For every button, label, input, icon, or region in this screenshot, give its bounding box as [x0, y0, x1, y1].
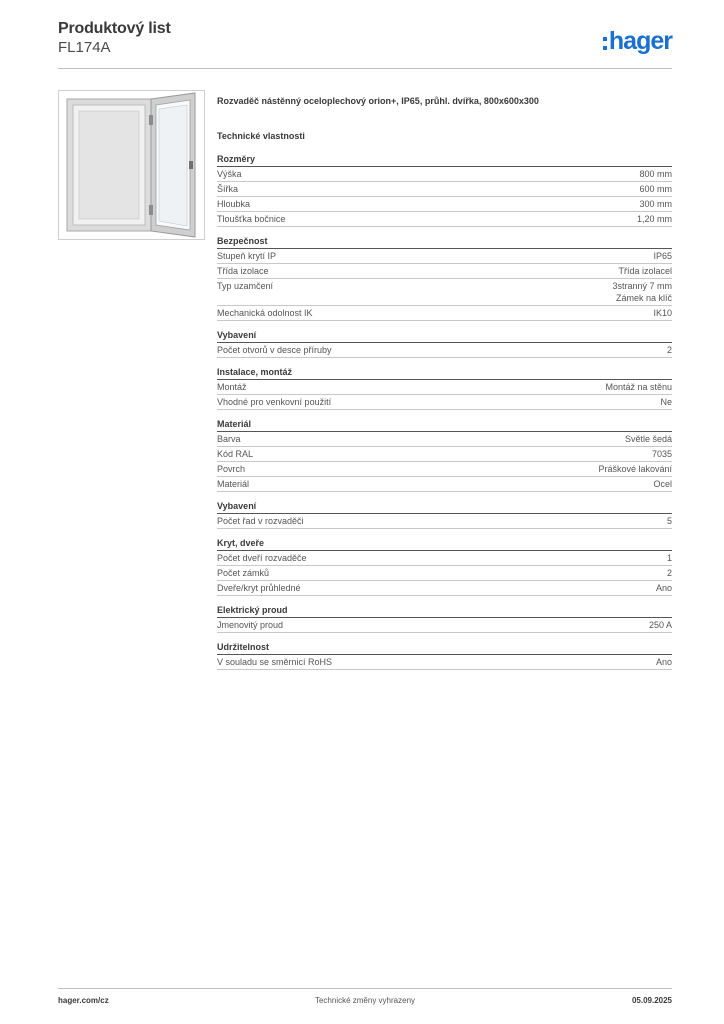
spec-value-line: 7035: [651, 449, 672, 459]
spec-value-line: IP65: [653, 251, 672, 261]
spec-value: [652, 448, 672, 460]
spec-row: [217, 551, 672, 566]
spec-row: [217, 197, 672, 212]
spec-value-line: Montáž na stěnu: [605, 382, 672, 392]
spec-label: Materiál: [217, 479, 250, 489]
enclosure-illustration: [59, 91, 204, 239]
spec-value: [639, 168, 672, 180]
product-code: FL174A: [58, 39, 111, 56]
section-title: Kryt, dveře: [217, 537, 672, 551]
spec-value: [653, 478, 672, 490]
spec-label: Povrch: [217, 464, 246, 474]
footer-date: 05.09.2025: [631, 996, 672, 1005]
spec-value: [618, 265, 672, 277]
section-title: Rozměry: [217, 153, 672, 167]
spec-value-line: Práškové lakování: [598, 464, 672, 474]
spec-row: [217, 514, 672, 529]
spec-section: [217, 418, 672, 492]
spec-label: Hloubka: [217, 199, 251, 209]
spec-label: Počet otvorů v desce příruby: [217, 345, 332, 355]
spec-value: [649, 619, 672, 631]
spec-section: [217, 235, 672, 321]
spec-row: [217, 249, 672, 264]
spec-value: [667, 567, 672, 579]
spec-section: [217, 329, 672, 358]
spec-row: [217, 343, 672, 358]
spec-value: [667, 515, 672, 527]
spec-label: Typ uzamčení: [217, 281, 274, 291]
spec-value: [667, 552, 672, 564]
hager-logo[interactable]: [603, 26, 672, 56]
section-title: Materiál: [217, 418, 672, 432]
section-title: Udržitelnost: [217, 641, 672, 655]
section-title: Vybavení: [217, 500, 672, 514]
spec-section: [217, 537, 672, 596]
section-title: Elektrický proud: [217, 604, 672, 618]
spec-value: [625, 433, 672, 445]
spec-value-line: 1,20 mm: [636, 214, 672, 224]
spec-value: [612, 280, 672, 304]
spec-label: Počet dveří rozvaděče: [217, 553, 307, 563]
logo-colon-icon: [603, 37, 607, 50]
spec-value-line: Světle šedá: [624, 434, 672, 444]
spec-label: Mechanická odolnost IK: [217, 308, 313, 318]
spec-row: [217, 380, 672, 395]
specification-sections: [217, 153, 672, 670]
product-content: [217, 96, 672, 678]
spec-value: [653, 307, 672, 319]
spec-value-line: Zámek na klíč: [615, 293, 672, 303]
footer-divider: [58, 988, 672, 989]
spec-value: [637, 213, 672, 225]
spec-value-line: IK10: [653, 308, 672, 318]
spec-value-line: Ne: [660, 397, 672, 407]
spec-label: Výška: [217, 169, 242, 179]
header-divider: [58, 68, 672, 69]
spec-row: [217, 212, 672, 227]
logo-text: hager: [608, 26, 672, 55]
spec-label: Šířka: [217, 184, 239, 194]
spec-value: [656, 582, 672, 594]
spec-value: [656, 656, 672, 668]
spec-row: [217, 655, 672, 670]
spec-label: Stupeň krytí IP: [217, 251, 277, 261]
spec-label: Tloušťka bočnice: [217, 214, 286, 224]
spec-section: [217, 604, 672, 633]
spec-value-line: 600 mm: [639, 184, 672, 194]
spec-row: [217, 581, 672, 596]
spec-label: V souladu se směrnicí RoHS: [217, 657, 333, 667]
footer-notice: Technické změny vyhrazeny: [314, 996, 416, 1005]
spec-value: [639, 198, 672, 210]
page-title: Produktový list: [58, 20, 171, 37]
spec-value: [639, 183, 672, 195]
spec-label: Barva: [217, 434, 241, 444]
section-title: Instalace, montáž: [217, 366, 672, 380]
spec-value-line: Ano: [655, 583, 672, 593]
spec-row: [217, 395, 672, 410]
spec-label: Dveře/kryt průhledné: [217, 583, 301, 593]
footer-website-link[interactable]: hager.com/cz: [58, 996, 109, 1005]
spec-row: [217, 447, 672, 462]
spec-label: Třída izolace: [217, 266, 269, 276]
spec-value-line: 300 mm: [639, 199, 672, 209]
spec-row: [217, 566, 672, 581]
spec-value: [598, 463, 672, 475]
section-title: Vybavení: [217, 329, 672, 343]
spec-section: [217, 500, 672, 529]
spec-value-line: 2: [666, 568, 672, 578]
spec-value-line: Ocel: [653, 479, 672, 489]
spec-row: [217, 182, 672, 197]
spec-value-line: 1: [666, 553, 672, 563]
spec-value: [667, 344, 672, 356]
product-description: Rozvaděč nástěnný oceloplechový orion+, IP65, průhl. dvířka, 800x600x300: [217, 96, 539, 106]
spec-value-line: 3stranný 7 mm: [612, 281, 672, 291]
spec-row: [217, 167, 672, 182]
spec-label: Jmenovitý proud: [217, 620, 284, 630]
spec-label: Vhodné pro venkovní použití: [217, 397, 332, 407]
spec-value-line: Třída izolacel: [618, 266, 672, 276]
spec-row: [217, 279, 672, 306]
page-header: [58, 20, 672, 68]
spec-value-line: 800 mm: [639, 169, 672, 179]
spec-value: [605, 381, 672, 393]
spec-label: Počet řad v rozvaděči: [217, 516, 304, 526]
spec-section: [217, 641, 672, 670]
spec-section: [217, 366, 672, 410]
section-title: Bezpečnost: [217, 235, 672, 249]
spec-label: Montáž: [217, 382, 247, 392]
spec-value-line: 250 A: [648, 620, 672, 630]
spec-value-line: 5: [666, 516, 672, 526]
spec-row: [217, 477, 672, 492]
spec-section: [217, 153, 672, 227]
spec-value-line: Ano: [655, 657, 672, 667]
spec-value: [653, 250, 672, 262]
technical-properties-heading: Technické vlastnosti: [217, 131, 305, 141]
spec-row: [217, 264, 672, 279]
spec-label: Kód RAL: [217, 449, 254, 459]
spec-value-line: 2: [666, 345, 672, 355]
spec-row: [217, 432, 672, 447]
spec-value: [660, 396, 672, 408]
spec-row: [217, 306, 672, 321]
spec-label: Počet zámků: [217, 568, 270, 578]
spec-row: [217, 618, 672, 633]
spec-row: [217, 462, 672, 477]
product-image: [58, 90, 205, 240]
